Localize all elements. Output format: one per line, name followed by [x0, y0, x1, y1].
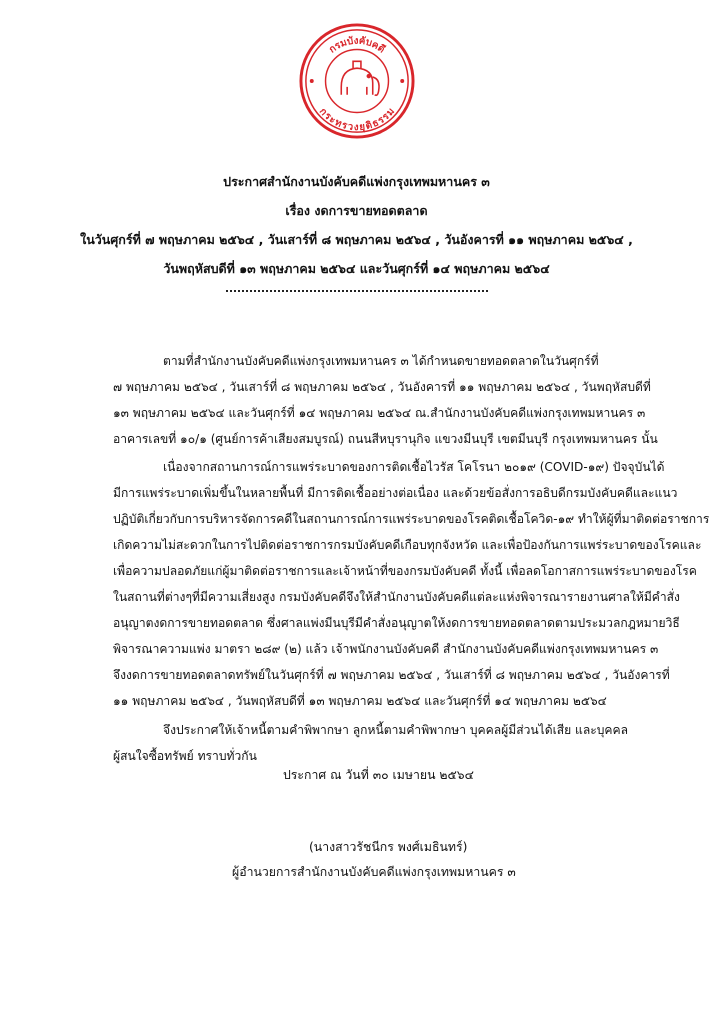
paragraph-2: [113, 454, 710, 714]
seal-top-text: กรมบังคับคดี: [327, 35, 387, 56]
paragraph-line: ผู้สนใจซื้อทรัพย์ ทราบทั่วกัน: [113, 749, 257, 763]
header-dates-line2: วันพฤหัสบดีที่ ๑๓ พฤษภาคม ๒๕๖๔ และวันศุกร์ที่ ๑๔ พฤษภาคม ๒๕๖๔: [163, 261, 550, 276]
paragraph-line: เพื่อความปลอดภัยแก่ผู้มาติดต่อราชการและเจ้าหน้าที่ของกรมบังคับคดี ทั้งนี้ เพื่อลดโอกาสการแพร่ระบาดของโรค: [113, 564, 697, 578]
paragraph-line: อาคารเลขที่ ๑๐/๑ (ศูนย์การค้าเสียงสมบูรณ์) ถนนสีหบุรานุกิจ แขวงมีนบุรี เขตมีนบุรี กรุงเทพมหานคร นั้น: [113, 432, 658, 446]
paragraph-line: อนุญาตงดการขายทอดตลาด ซึ่งศาลแพ่งมีนบุรีมีคำสั่งอนุญาตให้งดการขายทอดตลาดตามประมวลกฎหมายวิธี: [113, 616, 680, 630]
paragraph-1: [113, 348, 658, 452]
paragraph-line: มีการแพร่ระบาดเพิ่มขึ้นในหลายพื้นที่ มีการติดเชื้ออย่างต่อเนื่อง และด้วยข้อสั่งการอธิบดีกรมบังคับคดีและแนว: [113, 486, 678, 500]
paragraph-3: [113, 717, 643, 769]
paragraph-line: ในสถานที่ต่างๆที่มีความเสี่ยงสูง กรมบังคับคดีจึงให้สำนักงานบังคับคดีแต่ละแห่งพิจารณารายงานศาลให้มีคำสั่ง: [113, 590, 680, 604]
paragraph-line: เนื่องจากสถานการณ์การแพร่ระบาดของการติดเชื้อไวรัส โคโรนา ๒๐๑๙ (COVID-๑๙) ปัจจุบันได้: [163, 460, 665, 474]
header-subject: เรื่อง งดการขายทอดตลาด: [285, 203, 428, 218]
paragraph-line: ๑๑ พฤษภาคม ๒๕๖๔ , วันพฤหัสบดีที่ ๑๓ พฤษภาคม ๒๕๖๔ และวันศุกร์ที่ ๑๔ พฤษภาคม ๒๕๖๔: [113, 694, 607, 708]
signer-name: (นางสาวรัชนีกร พงศ์เมธินทร์): [309, 840, 468, 854]
header-title: ประกาศสำนักงานบังคับคดีแพ่งกรุงเทพมหานคร ๓: [223, 174, 490, 189]
paragraph-line: เกิดความไม่สะดวกในการไปติดต่อราชการกรมบังคับคดีเกือบทุกจังหวัด และเพื่อป้องกันการแพร่ระบาดของโรคและ: [113, 538, 702, 552]
department-seal-logo: [298, 22, 416, 140]
paragraph-line: พิจารณาความแพ่ง มาตรา ๒๘๙ (๒) แล้ว เจ้าพนักงานบังคับคดี สำนักงานบังคับคดีแพ่งกรุงเทพมหานคร ๓: [113, 642, 659, 656]
signer-title: ผู้อำนวยการสำนักงานบังคับคดีแพ่งกรุงเทพมหานคร ๓: [232, 865, 516, 879]
paragraph-line: ๗ พฤษภาคม ๒๕๖๔ , วันเสาร์ที่ ๘ พฤษภาคม ๒๕๖๔ , วันอังคารที่ ๑๑ พฤษภาคม ๒๕๖๔ , วันพฤหัสบดีที่: [113, 380, 651, 394]
paragraph-line: จึงงดการขายทอดตลาดทรัพย์ในวันศุกร์ที่ ๗ พฤษภาคม ๒๕๖๔ , วันเสาร์ที่ ๘ พฤษภาคม ๒๕๖๔ , วันอังคารที่: [113, 668, 670, 682]
announce-date: ประกาศ ณ วันที่ ๓๐ เมษายน ๒๕๖๔: [283, 768, 474, 782]
paragraph-line: ปฏิบัติเกี่ยวกับการบริหารจัดการคดีในสถานการณ์การแพร่ระบาดของโรคติดเชื้อโควิด-๑๙ ทำให้ผู้ที่มาติดต่อราชการ: [113, 512, 710, 526]
paragraph-line: จึงประกาศให้เจ้าหนี้ตามคำพิพากษา ลูกหนี้ตามคำพิพากษา บุคคลผู้มีส่วนได้เสีย และบุคคล: [163, 723, 628, 737]
seal-bottom-text: กระทรวงยุติธรรม: [316, 106, 398, 134]
header-dates-line1: ในวันศุกร์ที่ ๗ พฤษภาคม ๒๕๖๔ , วันเสาร์ที่ ๘ พฤษภาคม ๒๕๖๔ , วันอังคารที่ ๑๑ พฤษภาคม ๒๕๖๔ ,: [80, 232, 633, 247]
elephant-icon: [341, 61, 379, 95]
paragraph-line: ๑๓ พฤษภาคม ๒๕๖๔ และวันศุกร์ที่ ๑๔ พฤษภาคม ๒๕๖๔ ณ.สำนักงานบังคับคดีแพ่งกรุงเทพมหานคร ๓: [113, 406, 646, 420]
divider: [226, 290, 488, 292]
svg-text:กรมบังคับคดี: [327, 35, 387, 56]
paragraph-line: ตามที่สำนักงานบังคับคดีแพ่งกรุงเทพมหานคร ๓ ได้กำหนดขายทอดตลาดในวันศุกร์ที่: [163, 354, 599, 368]
